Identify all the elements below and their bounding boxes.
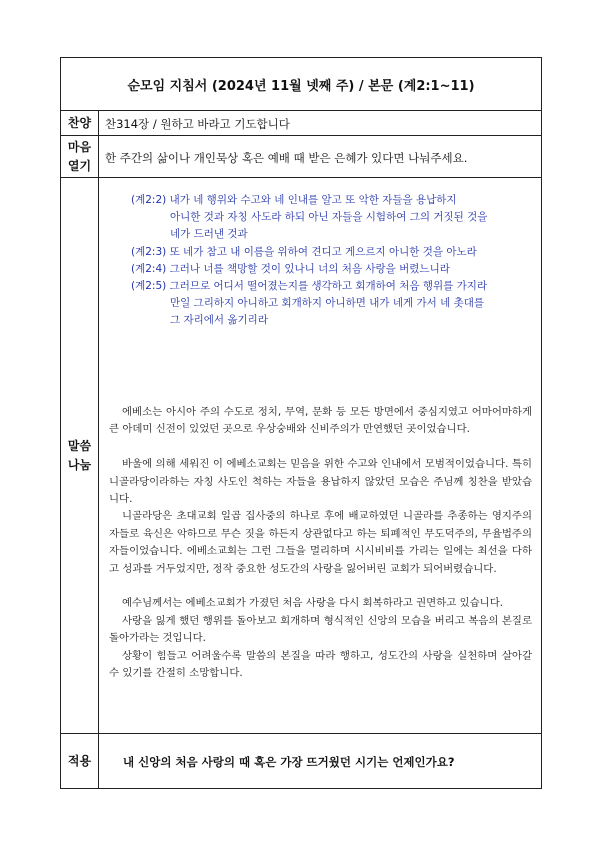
apply-question: 내 신앙의 처음 사랑의 때 혹은 가장 뜨거웠던 시기는 언제인가요?: [123, 755, 455, 769]
guide-table: [60, 57, 542, 789]
apply-label: [61, 734, 99, 788]
verse-line: 또 네가 참고 내 이름을 위하여 견디고 게으르지 아니한 것을 아노라: [169, 245, 477, 258]
verse-ref: (계2:2): [131, 194, 167, 206]
word-row: [61, 178, 541, 734]
verse-2-5-cont2: 그 자리에서 옮기리라: [170, 314, 268, 327]
apply-label-text: 적용: [67, 753, 92, 768]
opening-label: [61, 136, 99, 177]
verse-line: 내가 네 행위와 수고와 네 인내를 알고 또 악한 자들을 용납하지: [169, 194, 457, 206]
verse-2-5-cont1: 만일 그리하지 아니하고 회개하지 아니하면 내가 네게 가서 네 촛대를: [170, 297, 485, 310]
verse-block: [131, 192, 487, 330]
paragraph-1: 에베소는 아시아 주의 수도로 정치, 무역, 문화 등 모든 방면에서 중심지였고 어마어마하게 큰 아데미 신전이 있었던 곳으로 우상숭배와 신비주의가 만연했던 곳이었습니다.: [109, 406, 532, 436]
apply-cell: [99, 734, 541, 788]
page-title: 순모임 지침서 (2024년 11월 넷째 주) / 본문 (계2:1~11): [127, 78, 475, 94]
word-label-line1: 말씀: [67, 438, 92, 453]
title-row: [61, 58, 541, 111]
verse-line: 그러므로 어디서 떨어졌는지를 생각하고 회개하여 처음 행위를 가지라: [169, 280, 488, 293]
opening-text: 한 주간의 삶이나 개인묵상 혹은 예배 때 받은 은혜가 있다면 나눠주세요.: [105, 151, 468, 165]
verse-ref: (계2:5): [131, 280, 167, 293]
opening-row: [61, 136, 541, 178]
apply-row: [61, 734, 541, 788]
commentary: [109, 404, 532, 682]
verse-line: 그러나 너를 책망할 것이 있나니 너의 처음 사랑을 버렸느니라: [169, 262, 450, 275]
opening-label-line1: 마음: [67, 139, 92, 154]
word-cell: [99, 178, 541, 733]
hymn-label-text: 찬양: [67, 115, 92, 130]
verse-2-2-cont1: 아니한 것과 자칭 사도라 하되 아닌 자들을 시험하여 그의 거짓된 것을: [170, 211, 488, 224]
verse-2-2: [131, 192, 487, 209]
paragraph-2: 바울에 의해 세워진 이 에베소교회는 믿음을 위한 수고와 인내에서 모범적이었습니다. 특히 니골라당이라하는 자칭 사도인 척하는 자들을 용납하지 않았던 모습은 주님께 칭찬을 받았습니다.: [109, 458, 532, 506]
paragraph-5: 사랑을 잃게 했던 행위를 돌아보고 회개하며 형식적인 신앙의 모습을 버리고 복음의 본질로 돌아가라는 것입니다.: [109, 614, 532, 645]
opening-cell: [99, 136, 541, 177]
word-label: [61, 178, 99, 733]
paragraph-4: 예수님께서는 에베소교회가 가졌던 처음 사랑을 다시 회복하라고 권면하고 있습니다.: [122, 597, 504, 610]
verse-2-4: [131, 261, 487, 278]
verse-ref: (계2:4): [131, 262, 167, 275]
paragraph-6: 상황이 힘들고 어려울수록 말씀의 본질을 따라 행하고, 성도간의 사랑을 실천하며 살아갈 수 있기를 간절히 소망합니다.: [109, 649, 532, 680]
hymn-text: 찬314장 / 원하고 바라고 기도합니다: [105, 117, 290, 131]
hymn-cell: [99, 111, 541, 135]
hymn-row: [61, 111, 541, 136]
hymn-label: [61, 111, 99, 135]
verse-2-2-cont2: 네가 드러낸 것과: [170, 228, 248, 241]
paragraph-3: 니골라당은 초대교회 일곱 집사중의 하나로 후에 배교하였던 니골라를 추종하는 영지주의자들로 육신은 악하므로 무슨 짓을 하든지 상관없다고 하는 퇴폐적인 무도덕주의, 무율법주의자들이었습니다. 에베소교회는 그런 그들을 멀리하며 시시비비를 가리는 일에는 최선을 다하고 성과를 거두었지만, 정작 중요한 성도간의 사랑을 잃어버린 교회가 되어버렸습니다.: [109, 510, 532, 575]
verse-ref: (계2:3): [131, 245, 167, 258]
opening-label-line2: 열기: [67, 158, 92, 173]
verse-2-5: [131, 278, 487, 295]
word-label-line2: 나눔: [67, 457, 92, 472]
verse-2-3: [131, 244, 487, 261]
